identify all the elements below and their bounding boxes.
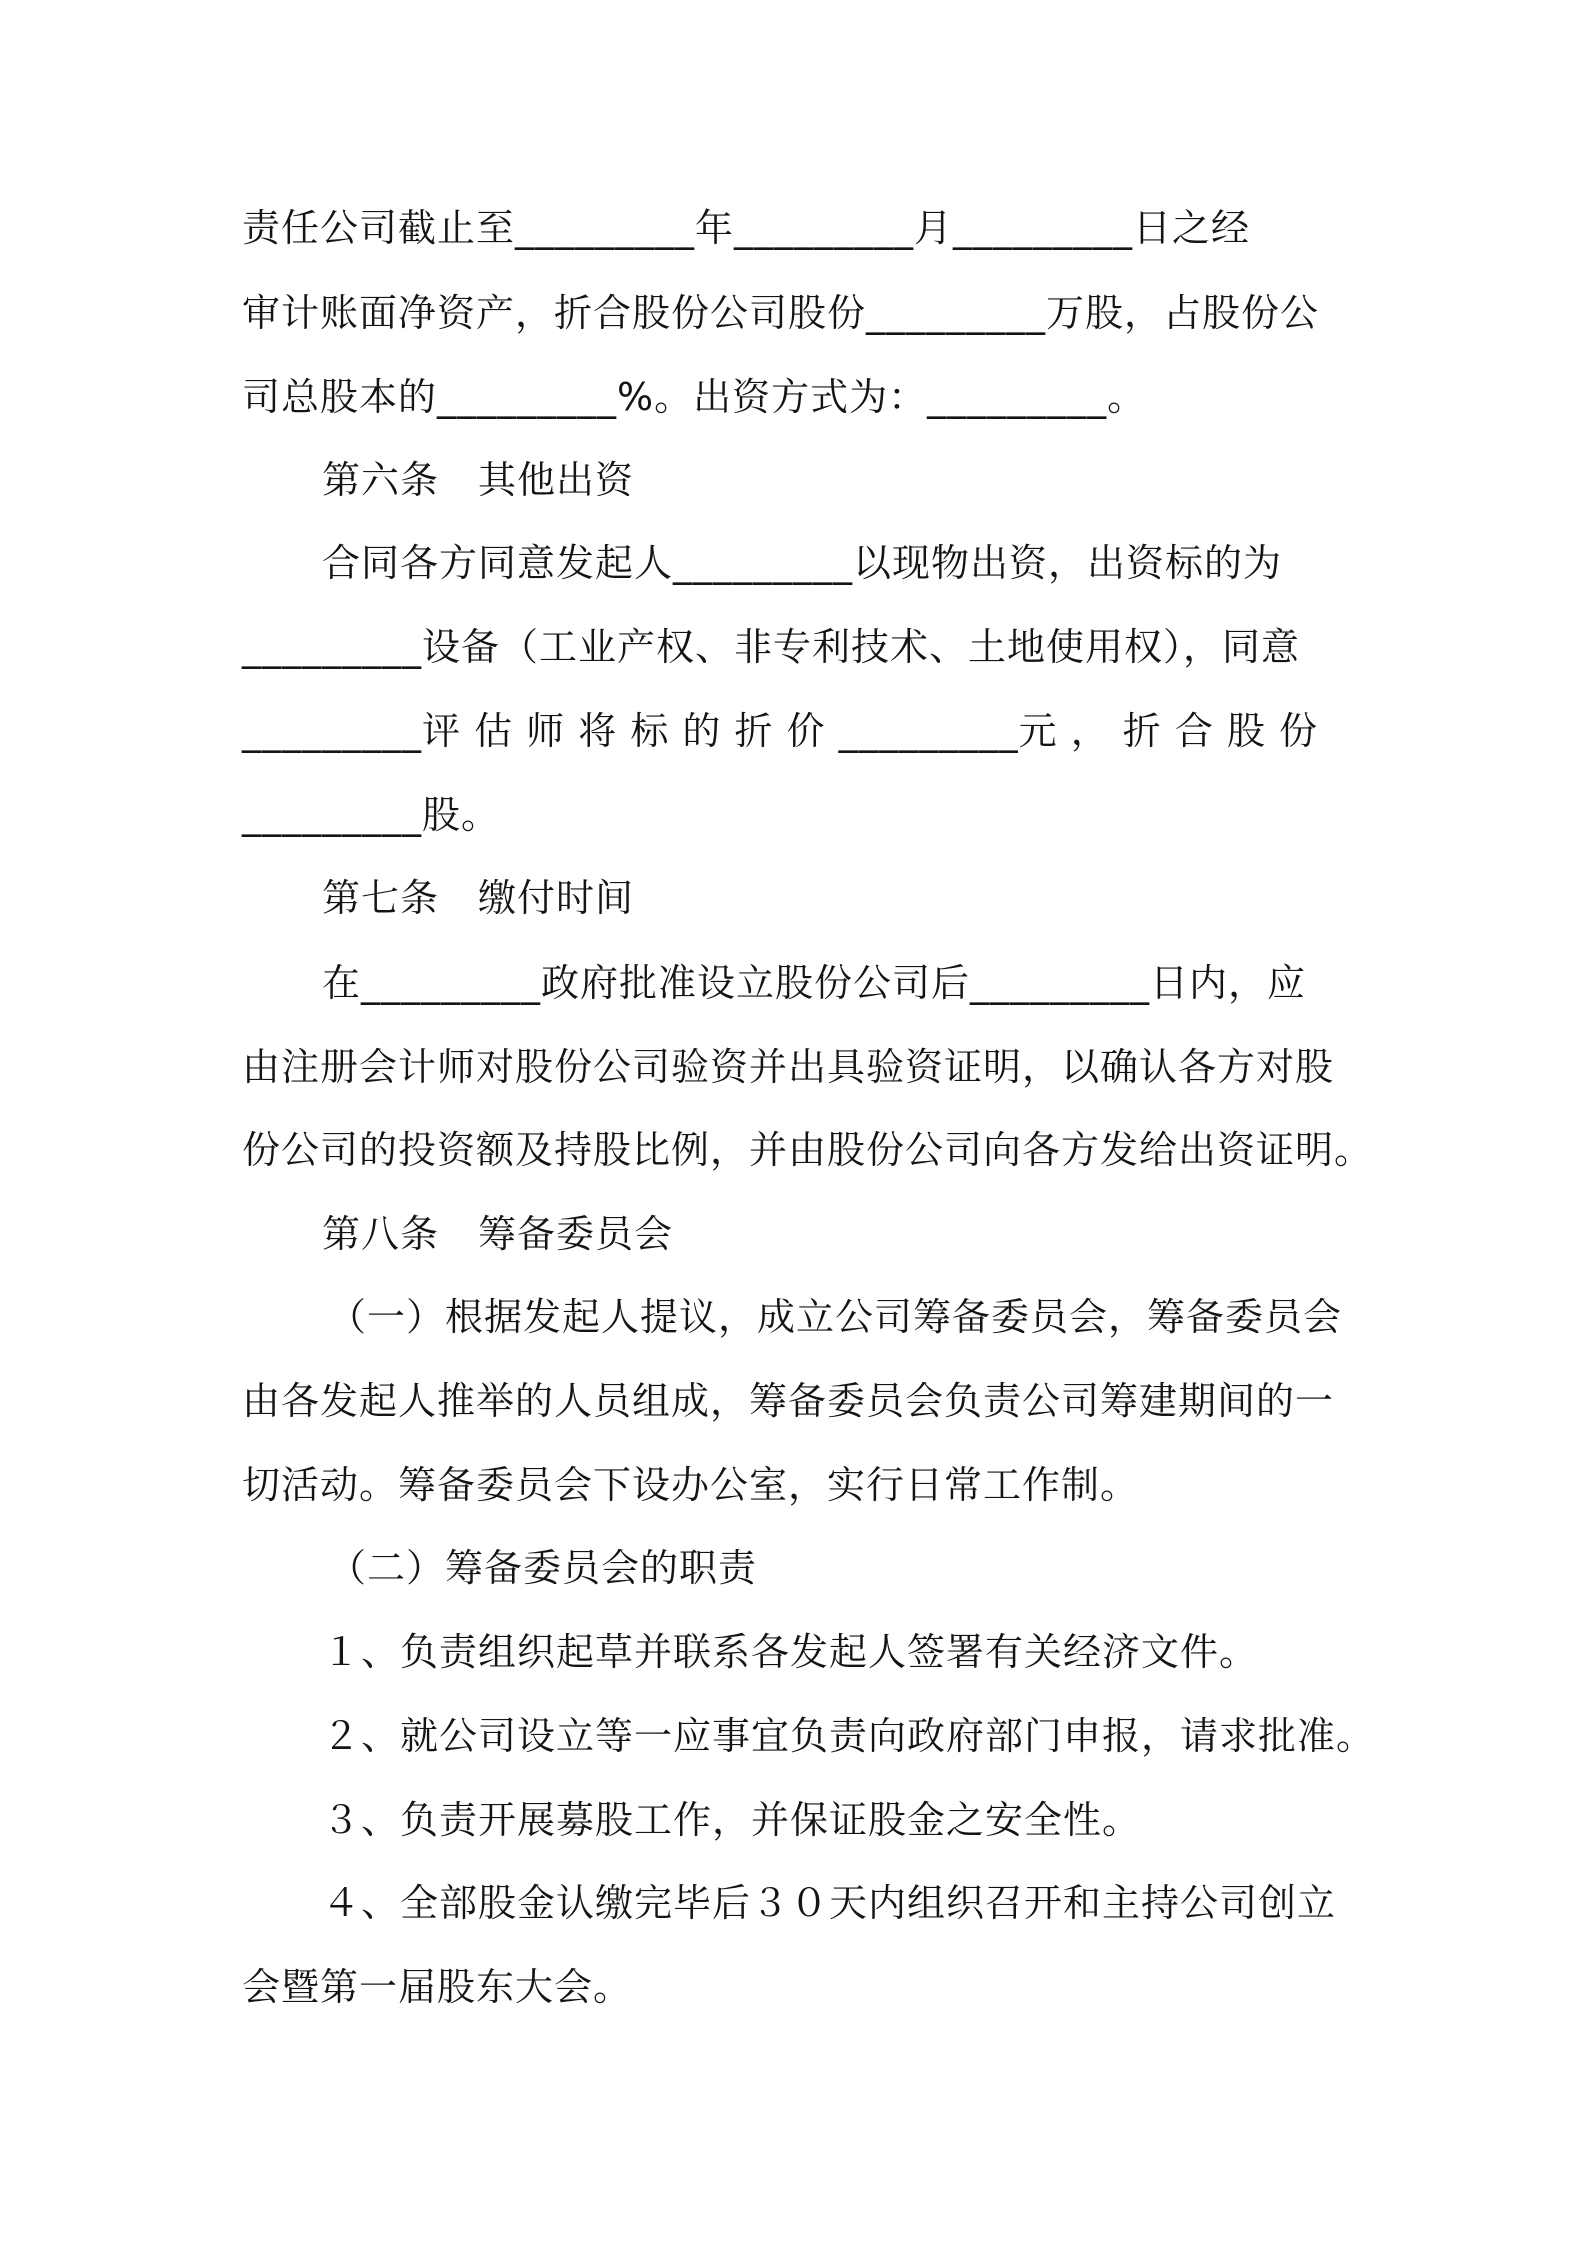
section-heading: 第七条 缴付时间 bbox=[322, 876, 635, 920]
paragraph-line: （一）根据发起人提议，成立公司筹备委员会，筹备委员会 bbox=[328, 1295, 1343, 1339]
paragraph-line: 会暨第一届股东大会。 bbox=[242, 1965, 633, 2009]
paragraph-line: _________设备（工业产权、非专利技术、土地使用权），同意 bbox=[242, 625, 1301, 669]
paragraph-line: _________评 估 师 将 标 的 折 价 _________元 ， 折 合 股 份 bbox=[242, 709, 1319, 753]
paragraph-line: 由注册会计师对股份公司验资并出具验资证明，以确认各方对股 bbox=[242, 1045, 1335, 1089]
paragraph-line: 审计账面净资产，折合股份公司股份_________万股，占股份公 bbox=[242, 291, 1320, 335]
paragraph-line: 切活动。筹备委员会下设办公室，实行日常工作制。 bbox=[242, 1463, 1140, 1507]
list-item: ３、负责开展募股工作，并保证股金之安全性。 bbox=[322, 1798, 1142, 1842]
paragraph-line: _________股。 bbox=[242, 793, 501, 837]
subsection-heading: （二）筹备委员会的职责 bbox=[328, 1546, 758, 1590]
paragraph-line: 责任公司截止至_________年_________月_________日之经 bbox=[242, 206, 1251, 250]
section-heading: 第六条 其他出资 bbox=[322, 458, 635, 502]
list-item: ４、全部股金认缴完毕后３０天内组织召开和主持公司创立 bbox=[322, 1881, 1337, 1925]
paragraph-line: 司总股本的_________%。出资方式为：_________。 bbox=[242, 375, 1147, 419]
paragraph-line: 由各发起人推举的人员组成，筹备委员会负责公司筹建期间的一 bbox=[242, 1379, 1335, 1423]
paragraph-line: 份公司的投资额及持股比例，并由股份公司向各方发给出资证明。 bbox=[242, 1128, 1374, 1172]
list-item: ２、就公司设立等一应事宜负责向政府部门申报，请求批准。 bbox=[322, 1714, 1376, 1758]
list-item: １、负责组织起草并联系各发起人签署有关经济文件。 bbox=[322, 1630, 1259, 1674]
section-heading: 第八条 筹备委员会 bbox=[322, 1212, 674, 1256]
paragraph-line: 在_________政府批准设立股份公司后_________日内，应 bbox=[322, 961, 1307, 1005]
paragraph-line: 合同各方同意发起人_________以现物出资，出资标的为 bbox=[322, 541, 1283, 585]
